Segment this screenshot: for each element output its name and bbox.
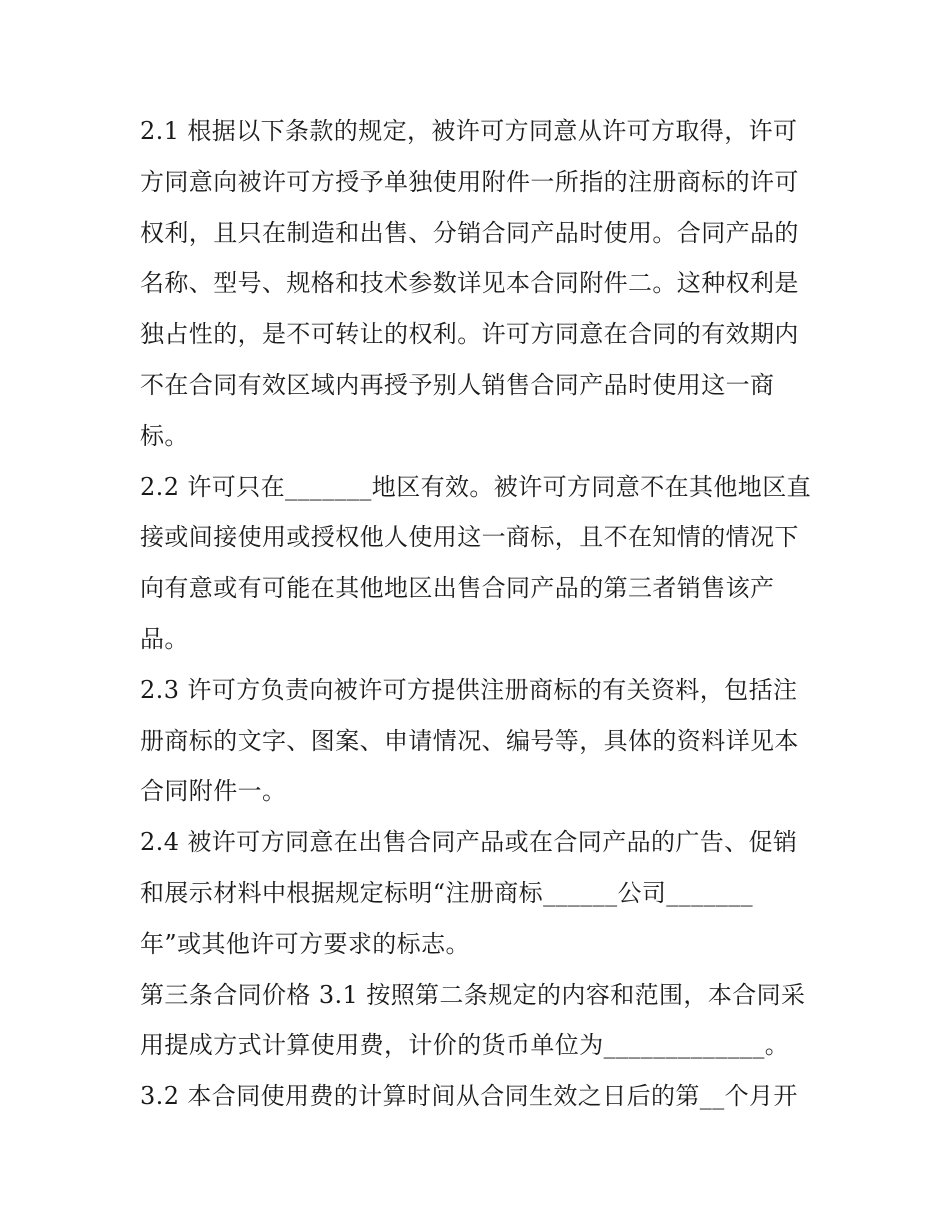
- text-line: 接或间接使用或授权他人使用这一商标，且不在知情的情况下: [140, 523, 799, 552]
- text-line: 第三条合同价格 3.1 按照第二条规定的内容和范围，本合同采: [140, 980, 806, 1009]
- text-line: 权利，且只在制造和出售、分销合同产品时使用。合同产品的: [140, 218, 799, 247]
- text-line: 方同意向被许可方授予单独使用附件一所指的注册商标的许可: [140, 167, 799, 196]
- text-line: 年”或其他许可方要求的标志。: [140, 929, 470, 958]
- text-line: 标。: [140, 421, 189, 450]
- text-line: 向有意或有可能在其他地区出售合同产品的第三者销售该产: [140, 574, 775, 603]
- text-line: 2.2 许可只在_______地区有效。被许可方同意不在其他地区直: [140, 472, 811, 501]
- text-line: 品。: [140, 624, 189, 653]
- text-line: 2.3 许可方负责向被许可方提供注册商标的有关资料，包括注: [140, 675, 798, 704]
- text-line: 册商标的文字、图案、申请情况、编号等，具体的资料详见本: [140, 726, 799, 755]
- text-line: 2.1 根据以下条款的规定，被许可方同意从许可方取得，许可: [140, 117, 798, 145]
- text-line: 不在合同有效区域内再授予别人销售合同产品时使用这一商: [140, 370, 775, 399]
- text-line: 和展示材料中根据规定标明“注册商标______公司_______: [140, 878, 754, 907]
- text-line: 合同附件一。: [140, 777, 287, 806]
- text-line: 3.2 本合同使用费的计算时间从合同生效之日后的第__个月开: [140, 1082, 798, 1111]
- text-line: 用提成方式计算使用费，计价的货币单位为_____________。: [140, 1031, 790, 1060]
- text-line: 独占性的，是不可转让的权利。许可方同意在合同的有效期内: [140, 320, 799, 349]
- document-body: [140, 106, 820, 1122]
- text-line: 2.4 被许可方同意在出售合同产品或在合同产品的广告、促销: [140, 828, 798, 857]
- text-line: 名称、型号、规格和技术参数详见本合同附件二。这种权利是: [140, 269, 799, 298]
